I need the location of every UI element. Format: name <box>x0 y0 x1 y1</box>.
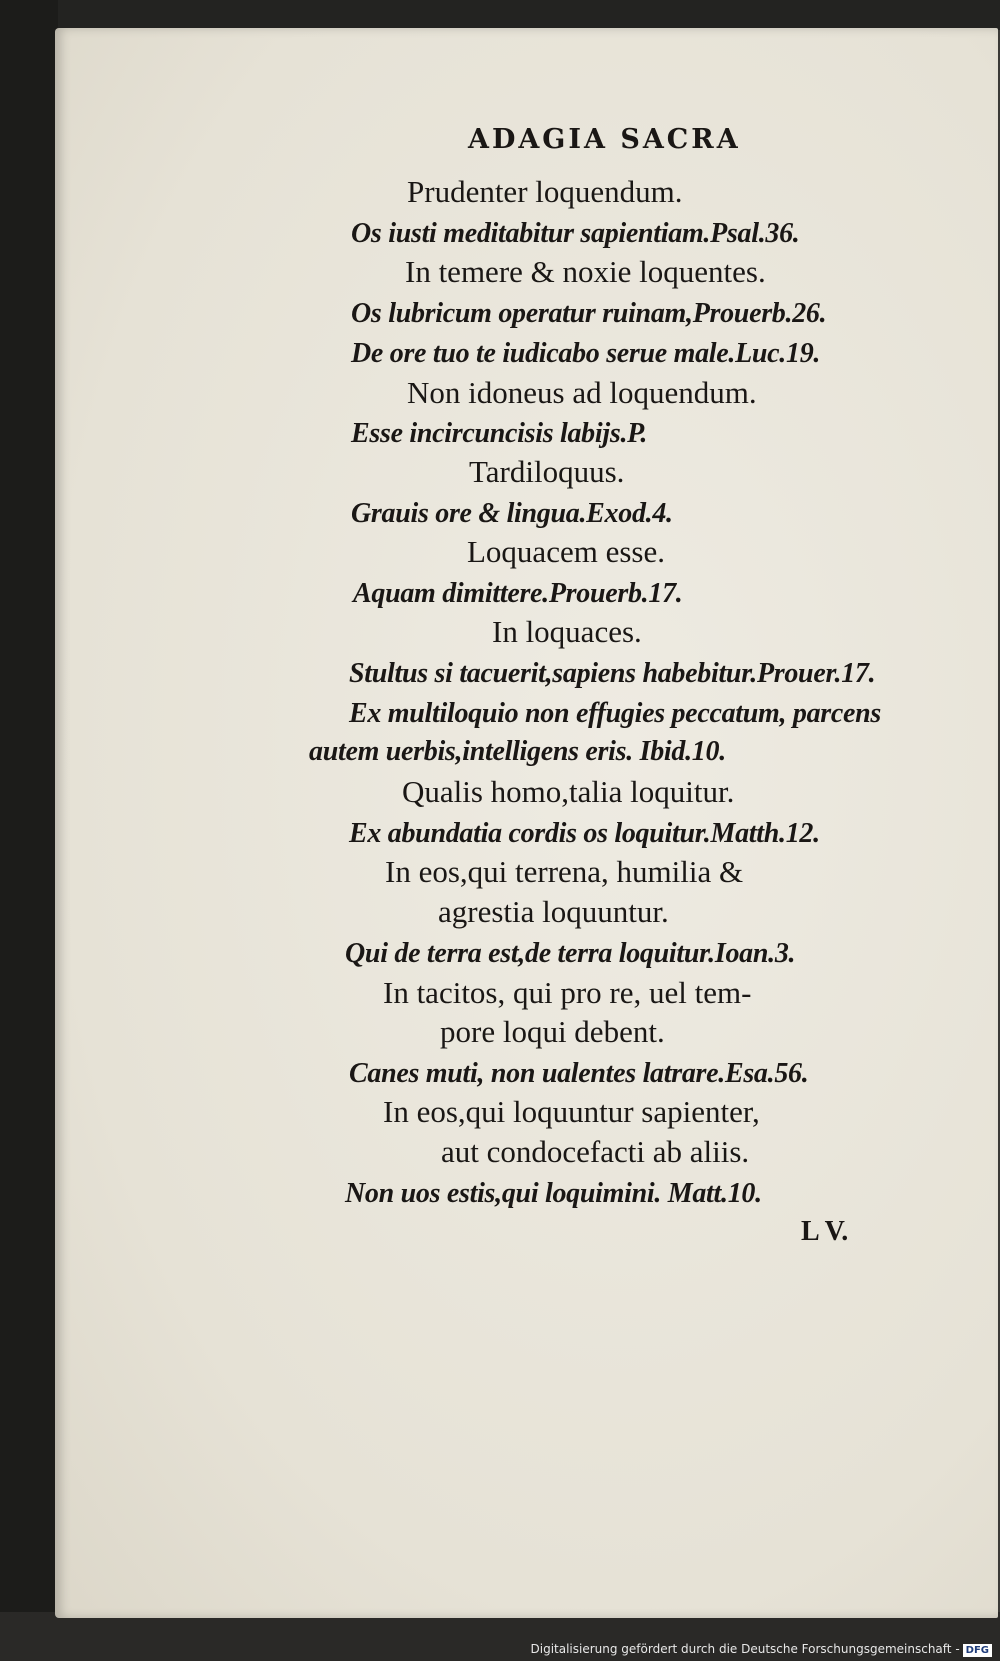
text-line: Loquacem esse. <box>467 534 665 569</box>
text-line: In loquaces. <box>492 614 642 649</box>
text-line: Grauis ore & lingua.Exod.4. <box>351 498 673 529</box>
text-line: De ore tuo te iudicabo serue male.Luc.19. <box>351 338 821 369</box>
scan-background-top <box>0 0 1000 30</box>
text-line: Ex abundatia cordis os loquitur.Matth.12. <box>349 818 820 849</box>
text-line: pore loqui debent. <box>440 1014 665 1049</box>
text-line: aut condocefacti ab aliis. <box>441 1134 750 1169</box>
text-line: Ex multiloquio non effugies peccatum, parcens <box>349 698 882 729</box>
catchword: L V. <box>801 1216 849 1247</box>
dfg-logo: DFG <box>963 1644 992 1657</box>
digitization-credit <box>531 1642 993 1657</box>
text-line: agrestia loquuntur. <box>438 894 669 929</box>
text-line: autem uerbis,intelligens eris. Ibid.10. <box>309 736 726 767</box>
text-line: Stultus si tacuerit,sapiens habebitur.Prouer.17. <box>349 658 876 689</box>
text-line: Qui de terra est,de terra loquitur.Ioan.3. <box>345 938 796 969</box>
text-line: Non idoneus ad loquendum. <box>407 375 757 410</box>
text-line: In tacitos, qui pro re, uel tem- <box>383 975 752 1010</box>
text-line: Esse incircuncisis labijs.P. <box>351 418 648 449</box>
text-line: Os lubricum operatur ruinam,Prouerb.26. <box>351 298 827 329</box>
text-line: In eos,qui loquuntur sapienter, <box>383 1094 760 1129</box>
text-line: In eos,qui terrena, humilia & <box>385 854 744 889</box>
text-line: Tardiloquus. <box>469 454 625 489</box>
text-line: Prudenter loquendum. <box>407 174 683 209</box>
text-line: Canes muti, non ualentes latrare.Esa.56. <box>349 1058 809 1089</box>
scan-background-left <box>0 0 58 1661</box>
text-line: Qualis homo,talia loquitur. <box>402 774 735 809</box>
text-line: Non uos estis,qui loquimini. Matt.10. <box>345 1178 762 1209</box>
running-head: ADAGIA SACRA <box>468 124 741 155</box>
credit-text: Digitalisierung gefördert durch die Deutsche Forschungsgemeinschaft - <box>530 1642 960 1656</box>
text-line: Os iusti meditabitur sapientiam.Psal.36. <box>351 218 800 249</box>
text-line: Aquam dimittere.Prouerb.17. <box>353 578 683 609</box>
text-line: In temere & noxie loquentes. <box>405 254 766 289</box>
book-page <box>55 28 998 1618</box>
